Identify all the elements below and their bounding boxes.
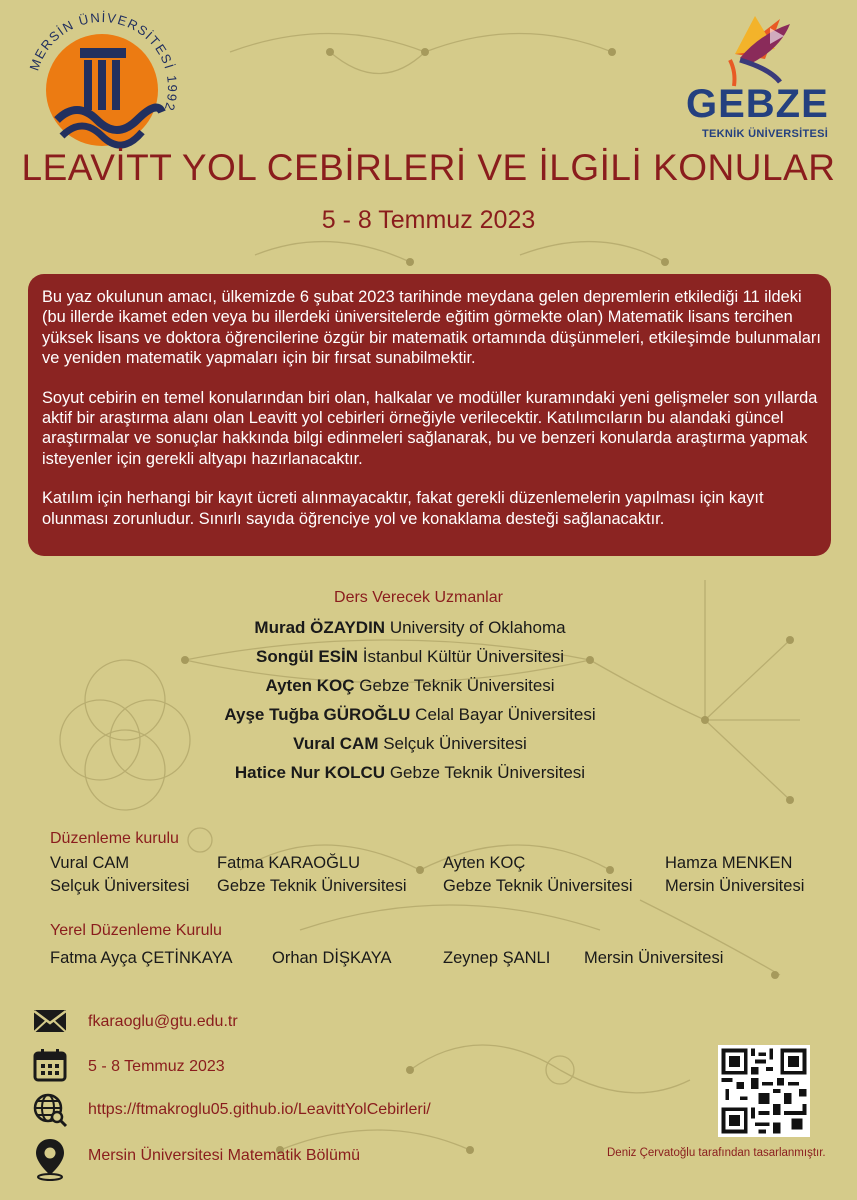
gebze-university-logo: [680, 14, 835, 149]
expert-entry: [0, 647, 820, 667]
expert-entry: [0, 705, 820, 725]
committee-member-name: Hamza MENKEN: [665, 854, 793, 872]
expert-affiliation: Gebze Teknik Üniversitesi: [359, 676, 555, 695]
web-globe-icon: [32, 1092, 68, 1128]
committee-member-affiliation: Gebze Teknik Üniversitesi: [443, 877, 633, 895]
gebze-logo-subtitle: TEKNİK ÜNİVERSİTESİ: [702, 128, 829, 140]
experts-heading: Ders Verecek Uzmanlar: [334, 589, 503, 606]
committee-member-name: Vural CAM: [50, 854, 130, 872]
local-committee-member: Fatma Ayça ÇETİNKAYA: [50, 949, 233, 967]
envelope-icon: [32, 1003, 68, 1039]
committee-member-affiliation: Selçuk Üniversitesi: [50, 877, 190, 895]
expert-affiliation: Gebze Teknik Üniversitesi: [389, 763, 586, 782]
expert-name: Murad ÖZAYDIN: [254, 618, 386, 637]
contact-email[interactable]: fkaraoglu@gtu.edu.tr: [88, 1013, 238, 1030]
gebze-logo-name: GEBZE: [686, 82, 829, 126]
page-title: LEAVİTT YOL CEBİRLERİ VE İLGİLİ KONULAR: [21, 147, 836, 188]
expert-entry: [0, 676, 820, 696]
expert-name: Vural CAM: [293, 734, 379, 753]
expert-affiliation: University of Oklahoma: [389, 618, 566, 637]
expert-entry: [0, 734, 820, 754]
local-committee-heading: Yerel Düzenleme Kurulu: [50, 922, 222, 939]
committee-member-name: Fatma KARAOĞLU: [217, 854, 361, 872]
expert-name: Hatice Nur KOLCU: [234, 763, 386, 782]
description-paragraph: Bu yaz okulunun amacı, ülkemizde 6 şubat 2023 tarihinde meydana gelen depremlerin etkilediği 11 ildeki (bu illerde ikamet eden veya bu illerdeki üniversitelerde eğitim görmekte olan) Matematik lisans tercihen yüksek lisans ve doktora öğrencilerine özgür bir matematik ortamında düşünmeleri, etkileşimde bulunmaları ve yeniden matematik yapmaları için bir fırsat sunabilmektir.: [42, 288, 821, 368]
expert-affiliation: Selçuk Üniversitesi: [383, 734, 527, 753]
committee-member-affiliation: Gebze Teknik Üniversitesi: [217, 877, 407, 895]
organizing-committee-heading: Düzenleme kurulu: [50, 830, 179, 847]
committee-member-name: Ayten KOÇ: [443, 854, 526, 872]
local-committee-member: Zeynep ŞANLI: [443, 949, 551, 967]
expert-name: Ayşe Tuğba GÜROĞLU: [224, 705, 411, 724]
expert-entry: [0, 763, 820, 783]
contact-website-link[interactable]: https://ftmakroglu05.github.io/LeavittYolCebirleri/: [88, 1101, 431, 1118]
mersin-logo-ring-text: MERSİN ÜNİVERSİTESİ 1992: [26, 9, 181, 114]
description-paragraph: Soyut cebirin en temel konularından biri olan, halkalar ve modüller kuramındaki yeni gelişmeler son yıllarda aktif bir araştırma alanı olan Leavitt yol cebirleri örneğiyle verilecektir. Katılımcıların bu alandaki güncel araştırmalar ve sonuçlar hakkında bilgi edinmeleri sağlanarak, bu ve benzeri konularda araştırma yapmak isteyenler için gerekli altyapı hazırlanacaktır.: [42, 388, 818, 468]
expert-affiliation: İstanbul Kültür Üniversitesi: [362, 647, 564, 666]
contact-date: 5 - 8 Temmuz 2023: [88, 1058, 225, 1075]
expert-affiliation: Celal Bayar Üniversitesi: [415, 705, 596, 724]
local-committee-affiliation: Mersin Üniversitesi: [584, 949, 724, 967]
description-paragraph: Katılım için herhangi bir kayıt ücreti alınmayacaktır, fakat gerekli düzenlemelerin yapılması için kayıt olunması zorunludur. Sınırlı sayıda öğrenciye yol ve konaklama desteği sağlanacaktır.: [42, 489, 764, 528]
local-committee-member: Orhan DİŞKAYA: [272, 949, 392, 967]
qr-code[interactable]: [718, 1045, 810, 1137]
designer-credit: Deniz Çervatoğlu tarafından tasarlanmıştır.: [607, 1147, 826, 1159]
expert-name: Songül ESİN: [256, 647, 358, 666]
location-pin-icon: [32, 1137, 68, 1181]
committee-member-affiliation: Mersin Üniversitesi: [665, 877, 805, 895]
expert-entry: [0, 618, 820, 638]
event-dates: 5 - 8 Temmuz 2023: [321, 206, 536, 234]
expert-name: Ayten KOÇ: [265, 676, 355, 695]
mersin-university-logo: [22, 8, 182, 168]
calendar-icon: [32, 1047, 68, 1083]
contact-location: Mersin Üniversitesi Matematik Bölümü: [88, 1147, 361, 1164]
description-panel: [28, 274, 831, 556]
